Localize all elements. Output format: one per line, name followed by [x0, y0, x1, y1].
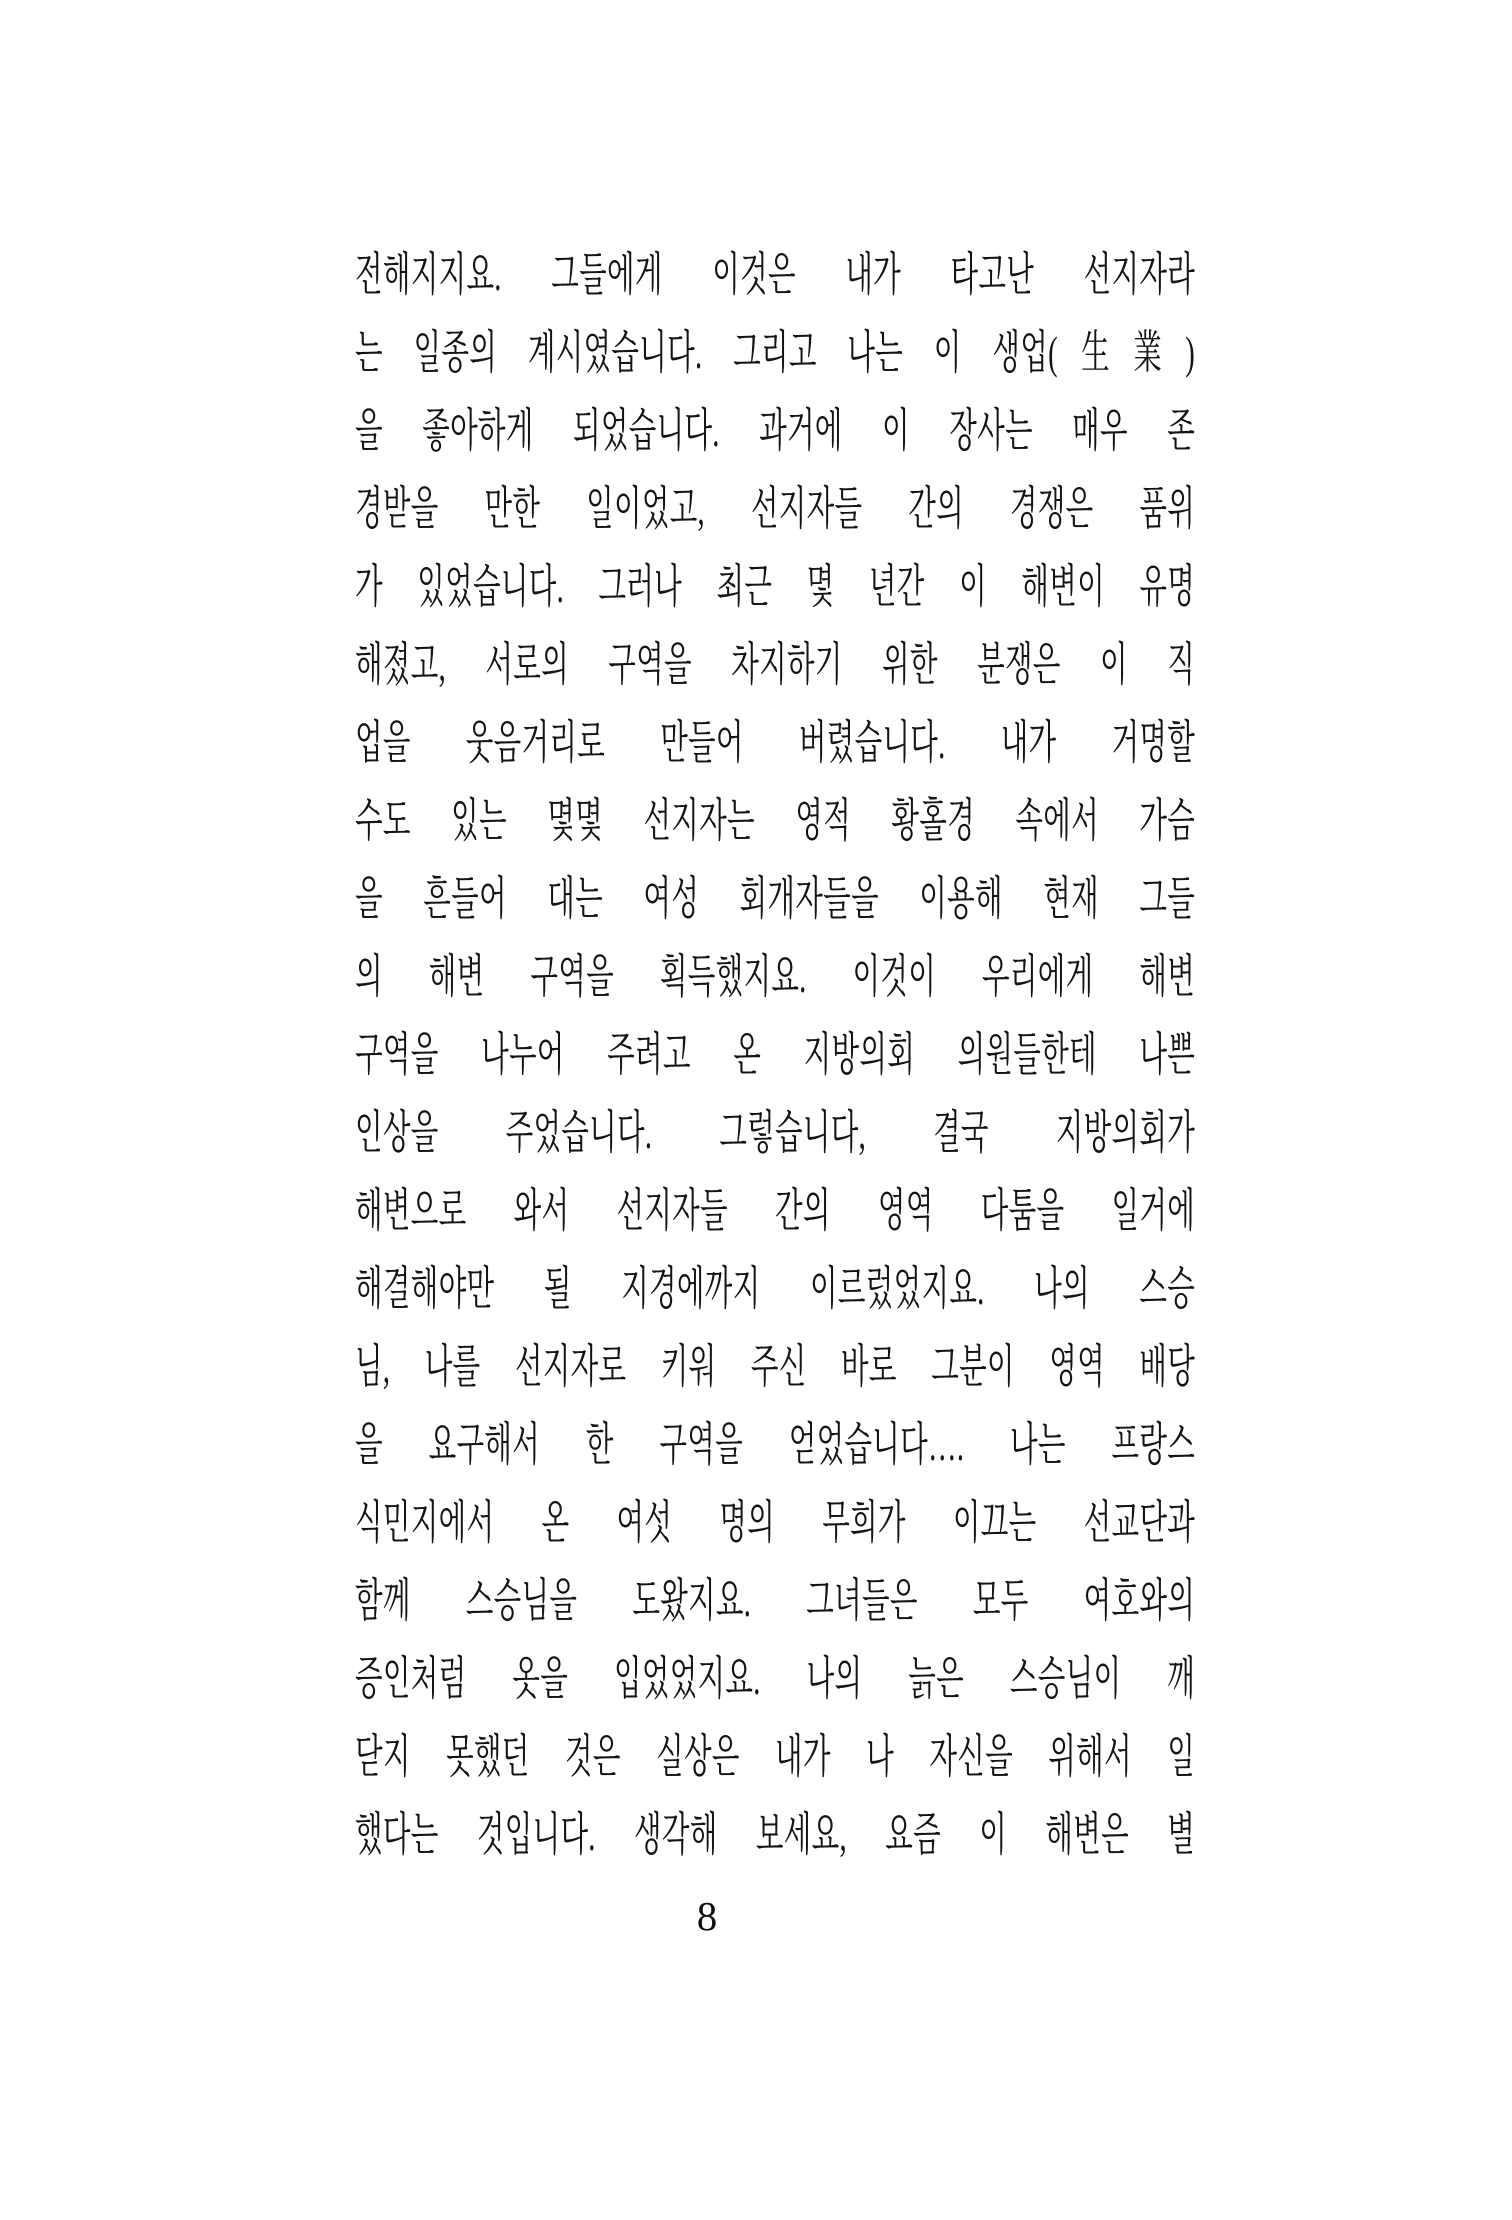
text-line: 함께 스승님을 도왔지요. 그녀들은 모두 여호와의	[355, 1575, 1196, 1626]
text-line: 해결해야만 될 지경에까지 이르렀었지요. 나의 스승	[355, 1263, 1196, 1314]
body-text-block	[355, 236, 1195, 1874]
text-line: 의 해변 구역을 획득했지요. 이것이 우리에게 해변	[355, 951, 1196, 1002]
text-line: 을 좋아하게 되었습니다. 과거에 이 장사는 매우 존	[355, 405, 1196, 456]
text-line: 가 있었습니다. 그러나 최근 몇 년간 이 해변이 유명	[355, 561, 1196, 612]
page-number: 8	[696, 1893, 718, 1939]
text-line: 는 일종의 계시였습니다. 그리고 나는 이 생업(生業)	[355, 327, 1196, 378]
text-line: 을 요구해서 한 구역을 얻었습니다…. 나는 프랑스	[355, 1419, 1196, 1470]
text-line: 업을 웃음거리로 만들어 버렸습니다. 내가 거명할	[355, 717, 1196, 768]
text-line: 님, 나를 선지자로 키워 주신 바로 그분이 영역 배당	[355, 1341, 1196, 1392]
text-line: 해졌고, 서로의 구역을 차지하기 위한 분쟁은 이 직	[355, 639, 1196, 690]
text-line: 해변으로 와서 선지자들 간의 영역 다툼을 일거에	[355, 1185, 1196, 1236]
text-line: 경받을 만한 일이었고, 선지자들 간의 경쟁은 품위	[355, 483, 1196, 534]
text-line: 식민지에서 온 여섯 명의 무희가 이끄는 선교단과	[355, 1497, 1196, 1548]
text-line: 증인처럼 옷을 입었었지요. 나의 늙은 스승님이 깨	[355, 1653, 1196, 1704]
text-line: 구역을 나누어 주려고 온 지방의회 의원들한테 나쁜	[355, 1029, 1196, 1080]
text-line: 수도 있는 몇몇 선지자는 영적 황홀경 속에서 가슴	[355, 795, 1196, 846]
text-line: 했다는 것입니다. 생각해 보세요, 요즘 이 해변은 별	[355, 1809, 1196, 1860]
text-line: 전해지지요. 그들에게 이것은 내가 타고난 선지자라	[355, 249, 1196, 300]
text-line: 을 흔들어 대는 여성 회개자들을 이용해 현재 그들	[355, 873, 1196, 924]
text-line: 닫지 못했던 것은 실상은 내가 나 자신을 위해서 일	[355, 1731, 1196, 1782]
text-line: 인상을 주었습니다. 그렇습니다, 결국 지방의회가	[355, 1107, 1196, 1158]
